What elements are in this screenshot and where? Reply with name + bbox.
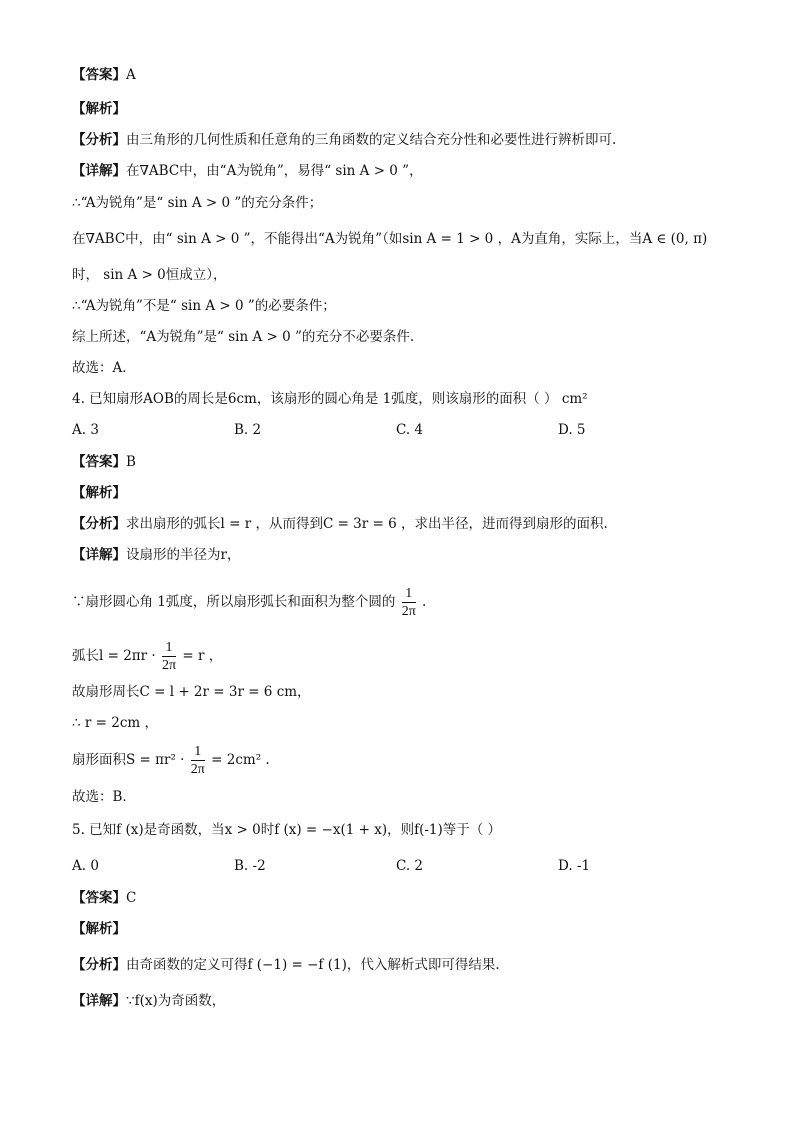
q5-fenxi-line <box>72 956 500 974</box>
frac-den: 2π <box>190 762 205 777</box>
fenxi-tag: 【分析】 <box>72 957 126 973</box>
q4-option-b: B. 2 <box>234 422 262 438</box>
answer-tag: 【答案】 <box>72 890 126 906</box>
q3-line-2: ∴“A为锐角”是“ sin A > 0 ”的充分条件； <box>72 195 323 211</box>
q4-line-5: ∴ r = 2cm ， <box>72 715 158 731</box>
q4-option-c: C. 4 <box>396 422 424 438</box>
q4-line-6-a: 扇形面积S = πr² · <box>72 752 185 768</box>
q3-line-5: ∴“A为锐角”不是“ sin A > 0 ”的必要条件； <box>72 298 336 314</box>
q3-line-4: 时， sin A > 0恒成立）， <box>72 267 227 283</box>
answer-value: C <box>126 890 137 906</box>
answer-tag: 【答案】 <box>72 67 126 83</box>
q4-answer-line <box>72 453 136 471</box>
q5-option-b: B. -2 <box>234 858 266 874</box>
frac-den: 2π <box>162 658 177 673</box>
q3-fenxi-line <box>72 131 616 149</box>
q3-xiangjie-line <box>72 162 423 180</box>
xiangjie-text: 在∇ABC中，由“A为锐角”，易得“ sin A > 0 ”， <box>126 163 423 179</box>
q5-option-d: D. -1 <box>558 858 591 874</box>
answer-tag: 【答案】 <box>72 454 126 470</box>
q3-line-7: 故选：A． <box>72 360 136 376</box>
q4-analysis-heading: 【解析】 <box>72 485 126 501</box>
q3-analysis-heading: 【解析】 <box>72 101 126 117</box>
q5-answer-line <box>72 889 136 907</box>
fraction-1-over-2pi <box>402 585 416 620</box>
q4-line-3-a: 弧长l = 2πr · <box>72 648 156 664</box>
fenxi-text: 求出扇形的弧长l = r ，从而得到C = 3r = 6 ，求出半径，进而得到扇形的面积. <box>126 516 608 532</box>
q4-line-4: 故扇形周长C = l + 2r = 3r = 6 cm， <box>72 684 311 700</box>
xiangjie-tag: 【详解】 <box>72 547 126 563</box>
q5-analysis-heading: 【解析】 <box>72 921 126 937</box>
xiangjie-text: ∵f(x)为奇函数， <box>126 993 226 1009</box>
q4-option-d: D. 5 <box>558 422 586 438</box>
fenxi-tag: 【分析】 <box>72 516 126 532</box>
frac-num: 1 <box>162 639 176 657</box>
answer-value: A <box>126 67 136 83</box>
fenxi-text: 由奇函数的定义可得f (−1) = −f (1)，代入解析式即可得结果. <box>126 957 500 973</box>
fraction-1-over-2pi <box>191 743 205 778</box>
xiangjie-text: 设扇形的半径为r， <box>126 547 241 563</box>
q3-line-6: 综上所述，“A为锐角”是“ sin A > 0 ”的充分不必要条件. <box>72 329 415 345</box>
q5-stem: 5. 已知f (x)是奇函数，当x > 0时f (x) = −x(1 + x)，则f(-1)等于（ ） <box>72 822 502 838</box>
q4-option-a: A. 3 <box>72 422 99 438</box>
frac-num: 1 <box>191 743 205 761</box>
q5-option-c: C. 2 <box>396 858 424 874</box>
frac-num: 1 <box>402 585 416 603</box>
fenxi-tag: 【分析】 <box>72 132 126 148</box>
q3-answer-line <box>72 66 136 84</box>
frac-den: 2π <box>401 604 416 619</box>
q5-xiangjie-line <box>72 992 225 1010</box>
q4-line-3 <box>72 636 222 676</box>
fraction-1-over-2pi <box>162 639 176 674</box>
q4-line-2: ∵扇形圆心角 1弧度，所以扇形弧长和面积为整个圆的 $\frac{1}{2\pi}$ . <box>72 586 427 619</box>
q5-option-a: A. 0 <box>72 858 99 874</box>
xiangjie-tag: 【详解】 <box>72 993 126 1009</box>
q4-line-6 <box>72 740 270 780</box>
q4-stem: 4. 已知扇形AOB的周长是6cm，该扇形的圆心角是 1弧度，则该扇形的面积（ ） cm² <box>72 391 588 407</box>
q4-xiangjie-line <box>72 546 240 564</box>
q4-line-7: 故选：B． <box>72 789 136 805</box>
q4-line-3-b: = r ， <box>182 648 223 664</box>
answer-value: B <box>126 454 136 470</box>
q4-fenxi-line <box>72 515 608 533</box>
xiangjie-tag: 【详解】 <box>72 163 126 179</box>
q4-line-6-b: = 2cm² . <box>211 752 270 768</box>
fenxi-text: 由三角形的几何性质和任意角的三角函数的定义结合充分性和必要性进行辨析即可. <box>126 132 617 148</box>
q4-line-2-text: ∵扇形圆心角 1弧度，所以扇形弧长和面积为整个圆的 <box>72 594 396 610</box>
q3-line-3: 在∇ABC中，由“ sin A > 0 ”，不能得出“A为锐角”（如sin A = 1 > 0 ，A为直角，实际上，当A ∈ (0, π) <box>72 231 708 247</box>
